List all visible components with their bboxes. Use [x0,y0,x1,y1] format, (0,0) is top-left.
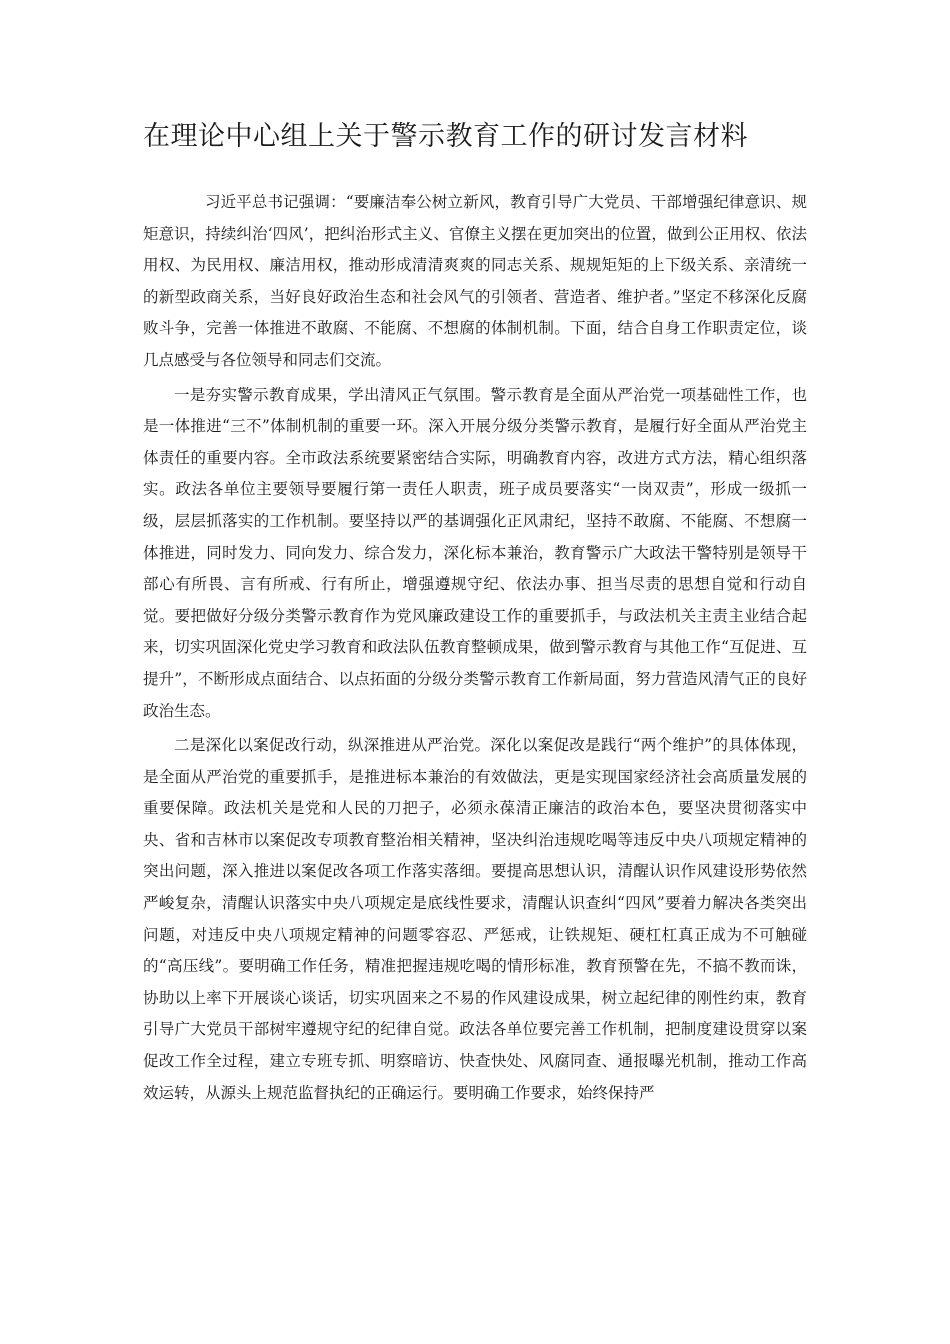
paragraph-intro: 习近平总书记强调：“要廉洁奉公树立新风，教育引导广大党员、干部增强纪律意识、规矩意识，持续纠治‘四风’，把纠治形式主义、官僚主义摆在更加突出的位置，做到公正用权、依法用权、为民用权、廉洁用权，推动形成清清爽爽的同志关系、规规矩矩的上下级关系、亲清统一的新型政商关系，当好良好政治生态和社会风气的引领者、营造者、维护者。”坚定不移深化反腐败斗争，完善一体推进不敢腐、不能腐、不想腐的体制机制。下面，结合自身工作职责定位，谈几点感受与各位领导和同志们交流。 [143,193,807,369]
document-body [143,187,807,1109]
paragraph-point-two: 二是深化以案促改行动，纵深推进从严治党。深化以案促改是践行“两个维护”的具体体现，是全面从严治党的重要抓手，是推进标本兼治的有效做法，更是实现国家经济社会高质量发展的重要保障。政法机关是党和人民的刀把子，必须永葆清正廉洁的政治本色，要坚决贯彻落实中央、省和吉林市以案促改专项教育整治相关精神，坚决纠治违规吃喝等违反中央八项规定精神的突出问题，深入推进以案促改各项工作落实落细。要提高思想认识，清醒认识作风建设形势依然严峻复杂，清醒认识落实中央八项规定是底线性要求，清醒认识查纠“四风”要着力解决各类突出问题，对违反中央八项规定精神的问题零容忍、严惩戒，让铁规矩、硬杠杠真正成为不可触碰的“高压线”。要明确工作任务，精准把握违规吃喝的情形标准，教育预警在先，不搞不教而诛，协助以上率下开展谈心谈话，切实巩固来之不易的作风建设成果，树立起纪律的刚性约束，教育引导广大党员干部树牢遵规守纪的纪律自觉。政法各单位要完善工作机制，把制度建设贯穿以案促改工作全过程，建立专班专抓、明察暗访、快查快处、风腐同查、通报曝光机制，推动工作高效运转，从源头上规范监督执纪的正确运行。要明确工作要求，始终保持严 [143,736,807,1102]
paragraph-point-one: 一是夯实警示教育成果，学出清风正气氛围。警示教育是全面从严治党一项基础性工作，也是一体推进“三不”体制机制的重要一环。深入开展分级分类警示教育，是履行好全面从严治党主体责任的重要内容。全市政法系统要紧密结合实际，明确教育内容，改进方式方法，精心组织落实。政法各单位主要领导要履行第一责任人职责，班子成员要落实“一岗双责”，形成一级抓一级，层层抓落实的工作机制。要坚持以严的基调强化正风肃纪，坚持不敢腐、不能腐、不想腐一体推进，同时发力、同向发力、综合发力，深化标本兼治，教育警示广大政法干警特别是领导干部心有所畏、言有所戒、行有所止，增强遵规守纪、依法办事、担当尽责的思想自觉和行动自觉。要把做好分级分类警示教育作为党风廉政建设工作的重要抓手，与政法机关主责主业结合起来，切实巩固深化党史学习教育和政法队伍教育整顿成果，做到警示教育与其他工作“互促进、互提升”，不断形成点面结合、以点拓面的分级分类警示教育工作新局面，努力营造风清气正的良好政治生态。 [143,385,807,720]
document-title: 在理论中心组上关于警示教育工作的研讨发言材料 [143,121,748,152]
